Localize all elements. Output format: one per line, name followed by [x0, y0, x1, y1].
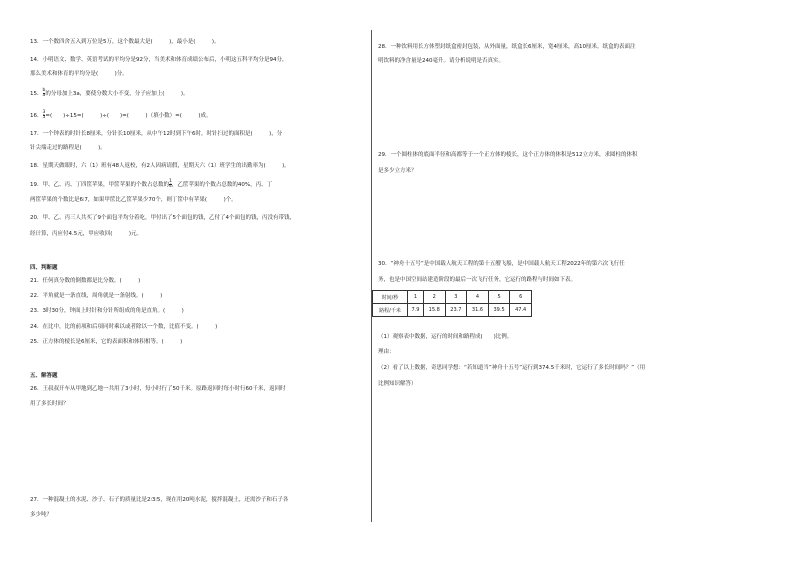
question-14-line1: 14．小明语文、数学、英语考试的平均分是92分，当美术和体育成绩公布后，小明这五科平均分是94分，: [30, 57, 288, 63]
table-header-distance: 路程/千米: [373, 304, 408, 317]
table-cell: 23.7: [445, 304, 467, 317]
question-19-text-b: ，乙筐苹果的个数占总数的40%，丙、丁: [171, 182, 273, 188]
section-5-heading: 五、解答题: [30, 373, 58, 379]
question-23: 23．3时30分，钟面上时针和分针所组成的角是直角。( ): [30, 308, 184, 314]
table-cell: 2: [423, 291, 445, 304]
question-30-line1: 30．“神舟十五号”是中国载人航天工程的第十五艘飞船，是中国载人航天工程2022年的第六次飞行任: [378, 261, 625, 267]
question-19-line1: [30, 180, 272, 189]
question-30-part2-line1: （2）看了以上数据，奇思同学想：“若知道当”神舟十五号”运行到374.5千米时，它运行了多长时间吗？”（用: [378, 365, 646, 371]
question-20-line2: 经计算，丙应付4.5元，甲应收回( )元。: [30, 231, 143, 237]
question-13: 13．一个数四舍五入到万位是5万，这个数最大是( )，最小是( )。: [30, 39, 220, 45]
question-16: [30, 111, 211, 120]
question-15-number: 15．: [30, 91, 43, 97]
time-distance-table: [372, 290, 532, 317]
table-cell: 39.5: [488, 304, 510, 317]
question-29-line1: 29．一个圆柱体的底面半径和高都等于一个正方体的棱长，这个正方体的体积是512立方米，求圆柱的体积: [378, 152, 638, 158]
fraction-1-over-4: $\frac{1}{4}$: [169, 179, 172, 189]
question-16-text: =( )÷15=( )÷( )=( )（填小数）=( )成。: [45, 113, 212, 119]
table-cell: 1: [408, 291, 424, 304]
question-14-line2: 那么美术和体育的平均分是( )分。: [30, 71, 128, 77]
question-26-line2: 用了多长时间？: [30, 401, 69, 407]
question-30-part2-line2: 比例知识解答）: [378, 381, 417, 387]
question-22: 22．平角就是一条直线，周角就是一条射线。( ): [30, 293, 163, 299]
question-24: 24．在比中，比的前项和后项同时乘以或者除以一个数，比值不变。( ): [30, 324, 218, 330]
question-21: 21．任何真分数的倒数都是比分数。( ): [30, 278, 141, 284]
question-29-line2: 是多少立方米？: [378, 168, 417, 174]
question-30-reason: 理由：: [378, 349, 395, 355]
section-4-heading: 四、判断题: [30, 265, 58, 271]
question-27-line1: 27．一种混凝土的水泥、沙子、石子的质量比是2∶3∶5，现在用20吨水泥，搅拌混凝土，还需沙子和石子各: [30, 497, 289, 503]
table-cell: 6: [510, 291, 532, 304]
table-cell: 15.8: [423, 304, 445, 317]
table-row-distance: [373, 304, 532, 317]
table-cell: 31.6: [467, 304, 489, 317]
question-25: 25．正方体的棱长是6厘米，它的表面积和体积相等。( ): [30, 339, 183, 345]
question-17-line1: 17．一个钟表的时针长8厘米，分针长10厘米，从中午12时到下午6时，时针扫过的面积是( )，分: [30, 131, 283, 137]
column-divider: [371, 30, 372, 522]
question-15: [30, 89, 189, 98]
question-16-number: 16．: [30, 113, 43, 119]
table-header-time: 时间/秒: [373, 291, 408, 304]
question-28-line2: 明饮料的净含量是240毫升。请分析说明是否真实。: [378, 58, 504, 64]
question-18: 18．星期天做眼时，六（1）班有48人返校，有2人因病请假，星期天六（1）班学生的出勤率为( )。: [30, 163, 290, 169]
question-19-line2: 两筐苹果的个数比是6∶7，如果甲筐比乙筐苹果少70个，则丁筐中有苹果( )个。: [30, 197, 237, 203]
fraction-b-over-a: $\frac{b}{a}$: [42, 88, 46, 98]
fraction-3-over-5: $\frac{3}{5}$: [42, 110, 46, 120]
table-row-time: [373, 291, 532, 304]
question-27-line2: 多少吨？: [30, 512, 53, 518]
question-15-text: 的分母加上3a，要使分数大小不变，分子应加上( )。: [45, 91, 189, 97]
question-20-line1: 20．甲、乙、丙三人共买了9个面包平均分着吃，甲付出了5个面包的钱，乙付了4个面包的钱，丙没有带钱，: [30, 215, 295, 221]
question-30-line2: 务，也是中国空间站建造阶段的最后一次飞行任务，它运行的路程与时间如下表。: [378, 277, 577, 283]
table-cell: 5: [488, 291, 510, 304]
question-30-part1: （1）观察表中数据，运行的时间和路程成( )比例。: [378, 334, 513, 340]
question-28-line1: 28．一种饮料用长方体塑封纸盒密封包装，从外面量，纸盒长6厘米，宽4厘米，高10厘米。纸盒的表面注: [378, 44, 636, 50]
table-cell: 7.9: [408, 304, 424, 317]
question-19-text-a: 19．甲、乙、丙、丁四筐苹果，甲筐苹果的个数占总数的: [30, 182, 170, 188]
question-26-line1: 26．王叔叔开车从甲地到乙地一共用了3小时，每小时行了50千米。原路返回时每小时行60千米，返回时: [30, 386, 286, 392]
question-17-line2: 针尖端走过的路程是( )。: [30, 145, 106, 151]
table-cell: 3: [445, 291, 467, 304]
table-cell: 4: [467, 291, 489, 304]
table-cell: 47.4: [510, 304, 532, 317]
